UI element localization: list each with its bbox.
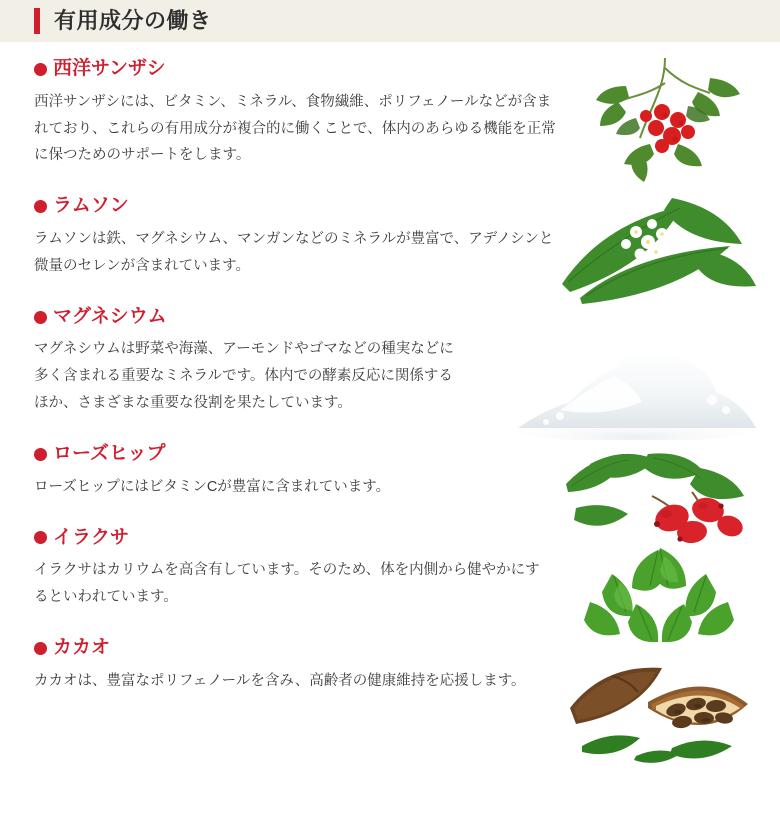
ingredient-title-text: ローズヒップ [53,442,166,464]
bullet-icon [34,63,47,76]
ingredient-body: カカオは、豊富なポリフェノールを含み、高齢者の健康維持を応援します。 [34,672,526,689]
ingredient-title [34,195,780,218]
header-accent-bar [34,8,40,34]
ingredient-body: ローズヒップにはビタミンCが豊富に含まれています。 [34,478,391,495]
ingredient-section-ramson [0,195,780,279]
ingredient-title [34,58,780,81]
ingredient-title-text: マグネシウム [53,305,167,327]
ingredient-section-cacao [0,637,780,695]
ingredient-title [34,527,780,550]
ingredient-body: ラムソンは鉄、マグネシウム、マンガンなどのミネラルが豊富で、アデノシンと微量のセレンが含まれています。 [34,231,554,274]
section-header [0,0,780,42]
ingredient-title-text: カカオ [53,636,111,658]
ingredient-section-hawthorn [0,58,780,169]
ingredient-title-text: イラクサ [53,526,130,548]
ingredient-title [34,306,780,329]
ingredient-body: マグネシウムは野菜や海藻、アーモンドやゴマなどの種実などに多く含まれる重要なミネラルです。体内での酵素反応に関係するほか、さまざまな重要な役割を果たしています。 [34,341,454,412]
bullet-icon [34,200,47,213]
ingredient-title [34,443,780,466]
bullet-icon [34,531,47,544]
bullet-icon [34,448,47,461]
ingredient-title [34,637,780,660]
ingredient-section-rosehip [0,443,780,501]
ingredient-section-magnesium [0,306,780,417]
ingredient-body: 西洋サンザシには、ビタミン、ミネラル、食物繊維、ポリフェノールなどが含まれており、これらの有用成分が複合的に働くことで、体内のあらゆる機能を正常に保つためのサポートをします。 [34,93,556,164]
ingredient-title-text: 西洋サンザシ [53,58,166,79]
bullet-icon [34,311,47,324]
ingredient-body: イラクサはカリウムを高含有しています。そのため、体を内側から健やかにするといわれています。 [34,562,540,606]
ingredient-section-nettle [0,527,780,611]
content-area [0,58,780,695]
ingredient-title-text: ラムソン [53,195,129,217]
bullet-icon [34,642,47,655]
page-title: 有用成分の働き [54,8,212,33]
